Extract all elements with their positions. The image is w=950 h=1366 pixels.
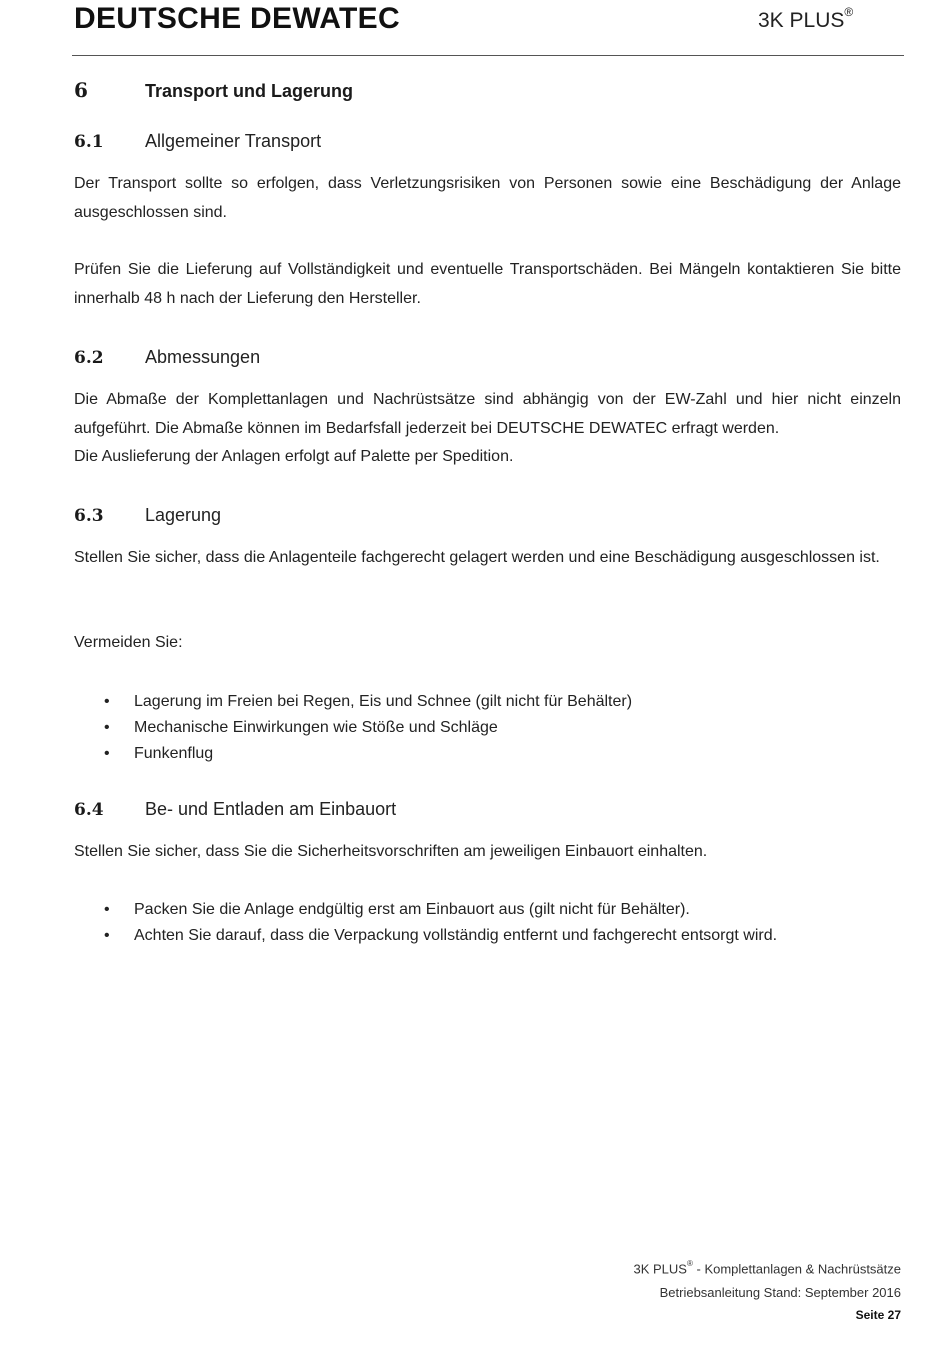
- bullet-icon: •: [104, 927, 110, 944]
- section-number: 6.2: [74, 348, 104, 368]
- footer-subtitle: - Komplettanlagen & Nachrüstsätze: [692, 1261, 901, 1277]
- section-number: 6.4: [74, 800, 104, 820]
- list-item-text: Packen Sie die Anlage endgültig erst am Einbauort aus (gilt nicht für Behälter).: [134, 901, 690, 918]
- header-product-name: [758, 5, 854, 33]
- bullet-icon: •: [104, 693, 110, 710]
- section-title: Lagerung: [145, 505, 222, 525]
- section-number: 6.3: [74, 506, 104, 526]
- section-heading-6-1: [74, 131, 321, 152]
- section-number: 6.1: [74, 132, 104, 152]
- bullet-icon: •: [104, 745, 110, 762]
- list-item-text: Funkenflug: [134, 745, 214, 762]
- chapter-heading: [74, 78, 353, 103]
- section-heading-6-3: [74, 505, 221, 526]
- paragraph-safety-rules: Stellen Sie sicher, dass Sie die Sicherheitsvorschriften am jeweiligen Einbauort einhalten.: [74, 843, 708, 860]
- footer-doc-info: Betriebsanleitung Stand: September 2016: [659, 1285, 901, 1300]
- list-item: [104, 923, 777, 949]
- list-item-text: Lagerung im Freien bei Regen, Eis und Schnee (gilt nicht für Behälter): [134, 693, 633, 710]
- list-item-text: Achten Sie darauf, dass die Verpackung vollständig entfernt und fachgerecht entsorgt wird.: [134, 927, 778, 944]
- list-item-text: Mechanische Einwirkungen wie Stöße und Schläge: [134, 719, 498, 736]
- section-title: Be- und Entladen am Einbauort: [145, 799, 397, 819]
- paragraph-avoid-intro: Vermeiden Sie:: [74, 634, 183, 651]
- footer-title: [634, 1261, 902, 1276]
- paragraph-transport-risk: Der Transport sollte so erfolgen, dass Verletzungsrisiken von Personen sowie eine Beschädigung der Anlage ausgeschlossen sind.: [74, 175, 901, 221]
- footer-registered-mark: ®: [686, 1259, 693, 1268]
- header-product-label: 3K PLUS: [758, 9, 845, 32]
- storage-avoid-list: [104, 689, 632, 767]
- paragraph-dimensions: Die Abmaße der Komplettanlagen und Nachrüstsätze sind abhängig von der EW-Zahl und hier nicht einzeln aufgeführt. Die Abmaße können im Bedarfsfall jederzeit bei DEUTSCHE DEWATEC erfragt werden.: [74, 391, 901, 437]
- list-item: [104, 715, 632, 741]
- bullet-icon: •: [104, 901, 110, 918]
- registered-mark: ®: [844, 5, 854, 19]
- company-logo-text: DEUTSCHE DEWATEC: [74, 2, 400, 35]
- section-title: Allgemeiner Transport: [145, 131, 322, 151]
- footer-product: 3K PLUS: [633, 1261, 687, 1277]
- list-item: [104, 689, 632, 715]
- paragraph-storage: Stellen Sie sicher, dass die Anlagenteile fachgerecht gelagert werden und eine Beschädigung ausgeschlossen ist.: [74, 549, 880, 566]
- bullet-icon: •: [104, 719, 110, 736]
- section-title: Abmessungen: [145, 347, 261, 367]
- page-number: Seite 27: [855, 1308, 901, 1322]
- paragraph-delivery-check: Prüfen Sie die Lieferung auf Vollständigkeit und eventuelle Transportschäden. Bei Mängeln kontaktieren Sie bitte innerhalb 48 h nach der Lieferung den Hersteller.: [74, 261, 901, 307]
- list-item: [104, 741, 632, 767]
- chapter-number: 6: [74, 78, 88, 102]
- list-item: [104, 897, 777, 923]
- chapter-title: Transport und Lagerung: [145, 81, 354, 101]
- section-heading-6-4: [74, 799, 396, 820]
- paragraph-delivery-method: Die Auslieferung der Anlagen erfolgt auf Palette per Spedition.: [74, 448, 514, 465]
- header-divider: [72, 55, 904, 56]
- unloading-list: [104, 897, 777, 949]
- section-heading-6-2: [74, 347, 260, 368]
